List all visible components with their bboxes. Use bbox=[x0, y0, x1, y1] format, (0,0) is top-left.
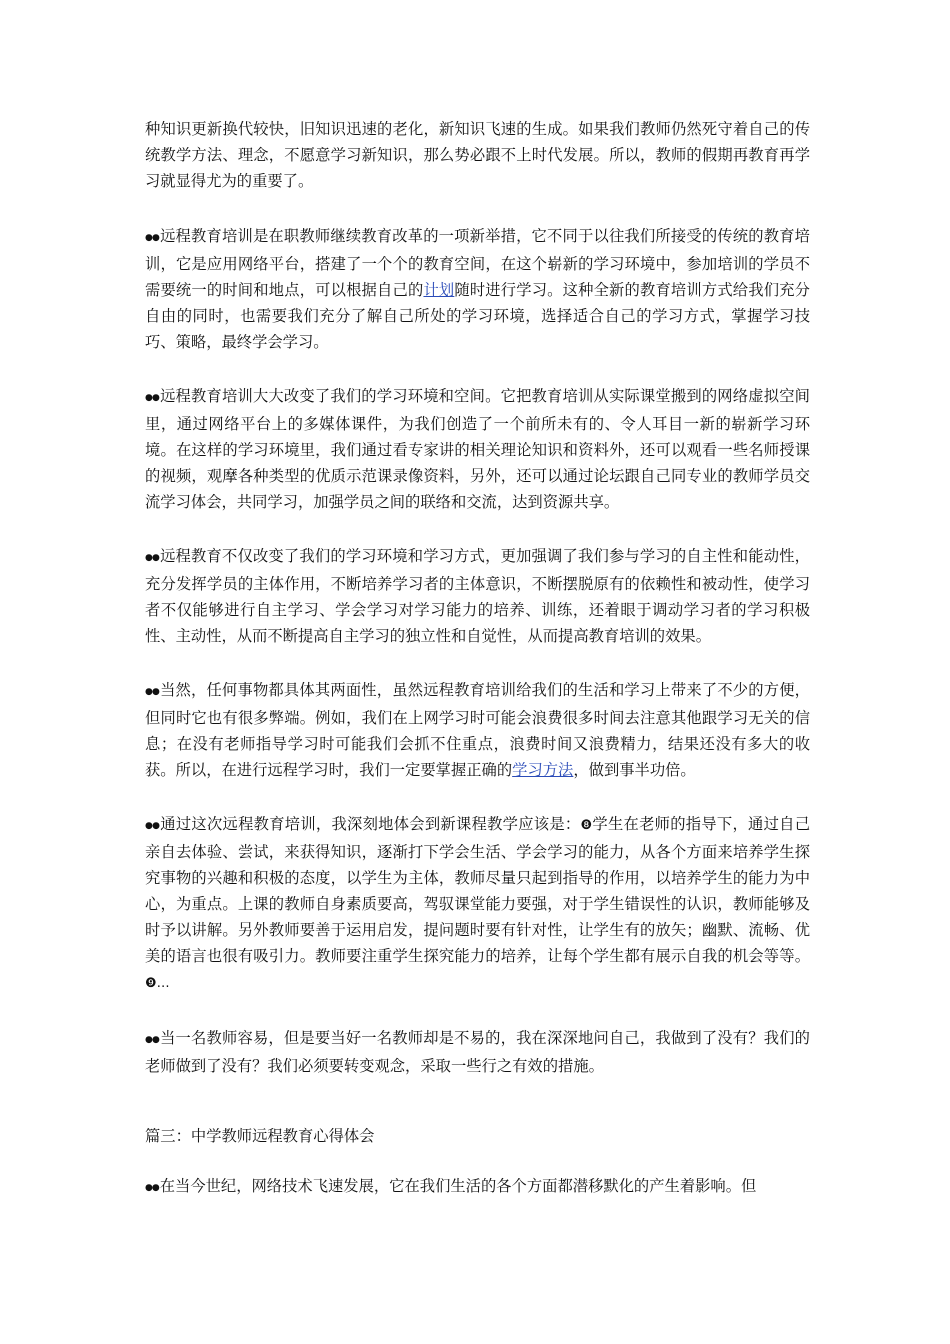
paragraph-text: 在当今世纪，网络技术飞速发展，它在我们生活的各个方面都潜移默化的产生着影响。但 bbox=[159, 1177, 757, 1195]
paragraph-text: 种知识更新换代较快，旧知识迅速的老化，新知识飞速的生成。如果我们教师仍然死守着自己的传统教学方法、理念，不愿意学习新知识，那么势必跟不上时代发展。所以，教师的假期再教育再学习就显得尤为的重要了。 bbox=[145, 120, 810, 190]
paragraph-2 bbox=[145, 223, 810, 355]
bullet-icon: ●● bbox=[145, 553, 160, 563]
paragraph-text: 远程教育培训大大改变了我们的学习环境和空间。它把教育培训从实际课堂搬到的网络虚拟空间里，通过网络平台上的多媒体课件，为我们创造了一个前所未有的、令人耳目一新的崭新学习环境。在这样的学习环境里，我们通过看专家讲的相关理论知识和资料外，还可以观看一些名师授课的视频，观摩各种类型的优质示范课录像资料，另外，还可以通过论坛跟自己同专业的教师学员交流学习体会，共同学习，加强学员之间的联络和交流，达到资源共享。 bbox=[145, 387, 810, 511]
paragraph-4 bbox=[145, 543, 810, 649]
paragraph-text: 当一名教师容易，但是要当好一名教师却是不易的，我在深深地问自己，我做到了没有？我们的老师做到了没有？我们必须要转变观念，采取一些行之有效的措施。 bbox=[145, 1029, 810, 1075]
paragraph-text: 远程教育不仅改变了我们的学习环境和学习方式，更加强调了我们参与学习的自主性和能动性，充分发挥学员的主体作用，不断培养学习者的主体意识，不断摆脱原有的依赖性和被动性，使学习者不仅能够进行自主学习、学会学习对学习能力的培养、训练，还着眼于调动学习者的学习积极性、主动性，从而不断提高自主学习的独立性和自觉性，从而提高教育培训的效果。 bbox=[145, 547, 810, 645]
bullet-icon: ●● bbox=[145, 393, 160, 403]
paragraph-text-mid: 学生在老师的指导下，通过自己亲自去体验、尝试，来获得知识，逐渐打下学会生活、学会学习的能力，从各个方面来培养学生探究事物的兴趣和积极的态度，以学生为主体，教师尽量只起到指导的作用，以培养学生的能力为中心，为重点。上课的教师自身素质要高，驾驭课堂能力要强，对于学生错误性的认识，教师能够及时予以讲解。另外教师要善于运用启发，提问题时要有针对性，让学生有的放矢；幽默、流畅、优美的语言也很有吸引力。教师要注重学生探究能力的培养，让每个学生都有展示自我的机会等等。 bbox=[145, 815, 810, 965]
paragraph-5 bbox=[145, 677, 810, 783]
paragraph-1 bbox=[145, 116, 810, 194]
study-method-link[interactable]: 学习方法 bbox=[512, 761, 574, 779]
bullet-icon: ●● bbox=[145, 821, 160, 831]
paragraph-text-tail: 随时进行学习。这种全新的教育培训方式给我们充分自由的同时，也需要我们充分了解自己所处的学习环境，选择适合自己的学习方式，掌握学习技巧、策略，最终学会学习。 bbox=[145, 281, 810, 351]
paragraph-7 bbox=[145, 1025, 810, 1079]
paragraph-8 bbox=[145, 1173, 810, 1201]
paragraph-text: 远程教育培训是在职教师继续教育改革的一项新举措，它不同于以往我们所接受的传统的教育培训，它是应用网络平台，搭建了一个个的教育空间，在这个崭新的学习环境中，参加培训的学员不需要统一的时间和地点，可以根据自己的 bbox=[145, 227, 810, 299]
bullet-icon: ●● bbox=[145, 233, 160, 243]
circled-number-8-icon: ❽ bbox=[580, 818, 593, 833]
paragraph-text: 当然，任何事物都具体其两面性，虽然远程教育培训给我们的生活和学习上带来了不少的方便，但同时它也有很多弊端。例如，我们在上网学习时可能会浪费很多时间去注意其他跟学习无关的信息；在没有老师指导学习时可能我们会抓不住重点，浪费时间又浪费精力，结果还没有多大的收获。所以，在进行远程学习时，我们一定要掌握正确的 bbox=[145, 681, 810, 779]
plan-link[interactable]: 计划 bbox=[423, 281, 455, 299]
paragraph-6 bbox=[145, 811, 810, 997]
document-page bbox=[145, 116, 810, 1229]
bullet-icon: ●● bbox=[145, 687, 160, 697]
bullet-icon: ●● bbox=[145, 1035, 160, 1045]
section-heading: 篇三：中学教师远程教育心得体会 bbox=[145, 1127, 375, 1145]
bullet-icon: ●● bbox=[145, 1183, 159, 1193]
paragraph-text-tail: ，做到事半功倍。 bbox=[573, 761, 696, 779]
circled-number-9-icon: ❾… bbox=[145, 976, 170, 991]
paragraph-3 bbox=[145, 383, 810, 515]
paragraph-text: 通过这次远程教育培训，我深刻地体会到新课程教学应该是： bbox=[160, 815, 581, 833]
